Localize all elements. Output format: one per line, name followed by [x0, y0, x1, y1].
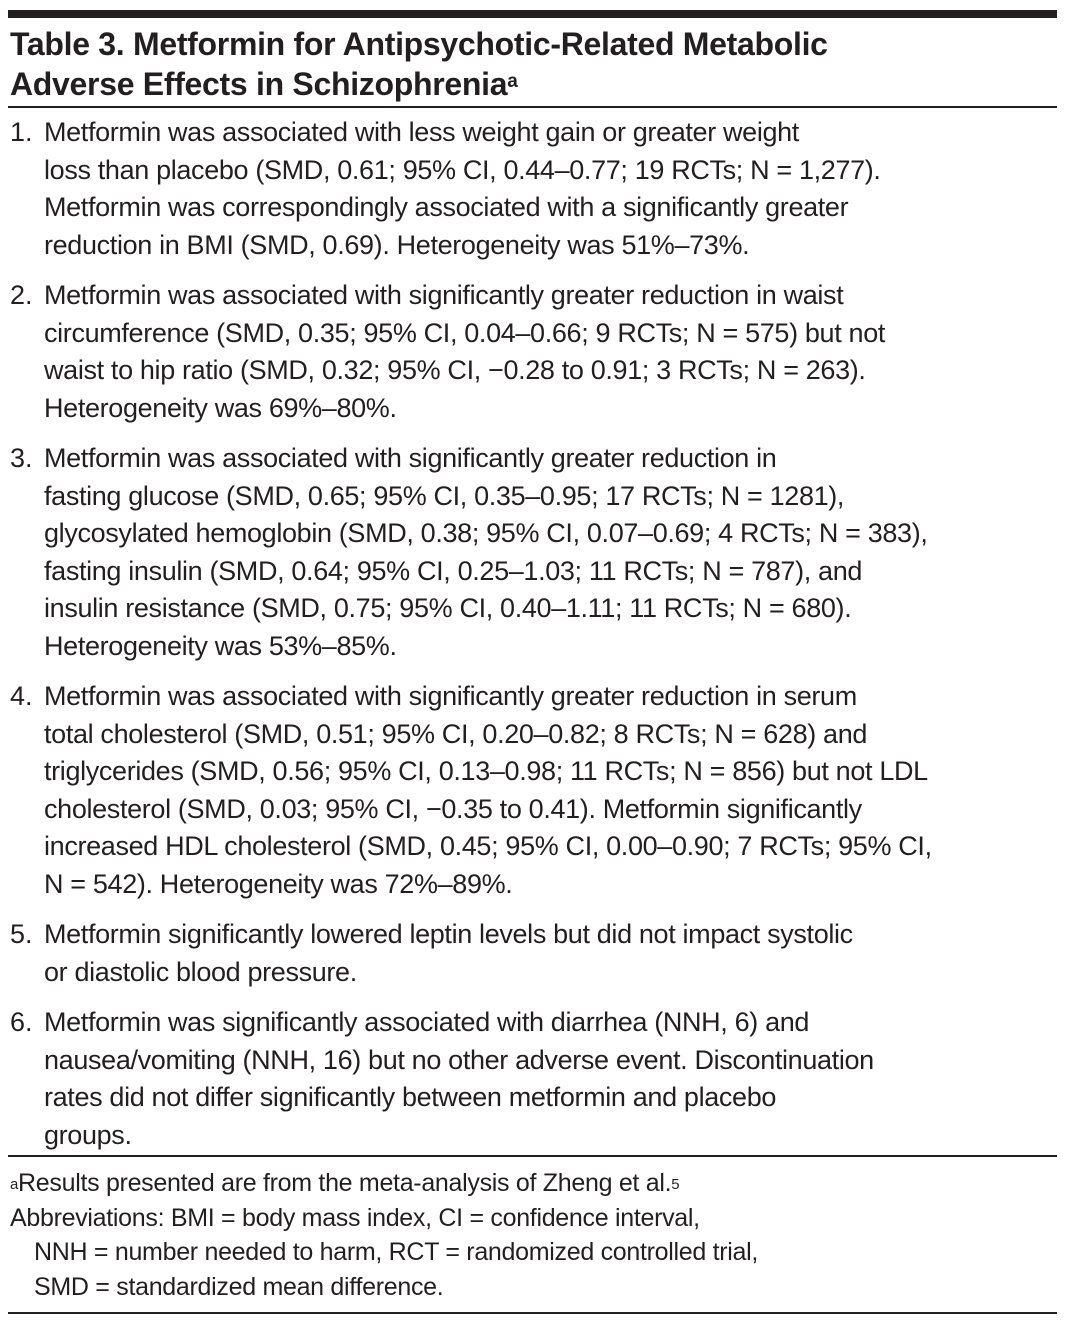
title-line-2: [10, 64, 828, 104]
item-text-line: waist to hip ratio (SMD, 0.32; 95% CI, −0.28 to 0.91; 3 RCTs; N = 263).: [44, 355, 866, 385]
item-text-line: Heterogeneity was 69%–80%.: [44, 392, 397, 423]
table-title: [10, 24, 828, 104]
footnote-reference: 5: [671, 1176, 680, 1193]
list-item: [10, 440, 1060, 665]
list-item: [10, 916, 1060, 991]
item-number: 4.: [10, 681, 33, 711]
item-text-line: Heterogeneity was 53%–85%.: [44, 630, 397, 661]
item-text-line: glycosylated hemoglobin (SMD, 0.38; 95% CI, 0.07–0.69; 4 RCTs; N = 383),: [44, 518, 928, 548]
title-line-2-text: Adverse Effects in Schizophrenia: [10, 66, 508, 102]
footnotes: [10, 1166, 758, 1304]
item-number: 1.: [10, 117, 33, 147]
list-item: [10, 1004, 1060, 1154]
bottom-rule: [8, 1312, 1057, 1314]
title-footnote-marker: a: [507, 71, 518, 92]
item-text-line: Metformin was correspondingly associated with a significantly greater: [44, 192, 849, 222]
findings-list: [10, 114, 1060, 1167]
list-item: [10, 114, 1060, 264]
footnote-rule: [8, 1155, 1057, 1157]
item-text-line: Metformin significantly lowered leptin levels but did not impact systolic: [44, 919, 853, 949]
item-text-line: reduction in BMI (SMD, 0.69). Heterogeneity was 51%–73%.: [44, 229, 750, 260]
item-text-line: nausea/vomiting (NNH, 16) but no other adverse event. Discontinuation: [44, 1044, 874, 1075]
footnote-a: [10, 1166, 758, 1201]
item-text-line: Metformin was associated with significantly greater reduction in: [44, 443, 777, 473]
footnote-a-text: Results presented are from the meta-analysis of Zheng et al.: [18, 1169, 672, 1197]
abbreviations-line-3: SMD = standardized mean difference.: [34, 1272, 444, 1301]
item-text-line: or diastolic blood pressure.: [44, 956, 357, 987]
item-text-line: increased HDL cholesterol (SMD, 0.45; 95% CI, 0.00–0.90; 7 RCTs; 95% CI,: [44, 831, 932, 861]
item-text-line: Metformin was associated with significantly greater reduction in serum: [44, 681, 857, 711]
item-text-line: triglycerides (SMD, 0.56; 95% CI, 0.13–0.98; 11 RCTs; N = 856) but not LDL: [44, 756, 928, 786]
item-number: 2.: [10, 280, 33, 310]
list-item: [10, 277, 1060, 427]
item-text-line: cholesterol (SMD, 0.03; 95% CI, −0.35 to 0.41). Metformin significantly: [44, 793, 862, 824]
item-text-line: Metformin was associated with significantly greater reduction in waist: [44, 280, 844, 310]
item-text-line: loss than placebo (SMD, 0.61; 95% CI, 0.44–0.77; 19 RCTs; N = 1,277).: [44, 154, 881, 185]
item-text-line: fasting insulin (SMD, 0.64; 95% CI, 0.25–1.03; 11 RCTs; N = 787), and: [44, 555, 863, 586]
item-number: 3.: [10, 443, 33, 473]
abbreviations-line-1: Abbreviations: BMI = body mass index, CI = confidence interval,: [10, 1203, 700, 1232]
item-text-line: insulin resistance (SMD, 0.75; 95% CI, 0.40–1.11; 11 RCTs; N = 680).: [44, 593, 852, 623]
item-text-line: total cholesterol (SMD, 0.51; 95% CI, 0.20–0.82; 8 RCTs; N = 628) and: [44, 718, 868, 749]
top-thick-rule: [8, 10, 1057, 18]
item-text-line: Metformin was associated with less weight gain or greater weight: [44, 117, 799, 147]
title-rule: [8, 106, 1057, 108]
item-text-line: rates did not differ significantly between metformin and placebo: [44, 1082, 777, 1112]
abbreviations-line-2: NNH = number needed to harm, RCT = randomized controlled trial,: [34, 1238, 759, 1266]
item-text-line: fasting glucose (SMD, 0.65; 95% CI, 0.35–0.95; 17 RCTs; N = 1281),: [44, 480, 845, 511]
item-number: 6.: [10, 1007, 33, 1037]
item-text-line: Metformin was significantly associated with diarrhea (NNH, 6) and: [44, 1007, 810, 1037]
title-line-1: Table 3. Metformin for Antipsychotic-Related Metabolic: [10, 26, 828, 62]
footnote-a-marker: a: [10, 1176, 19, 1193]
item-text-line: groups.: [44, 1119, 132, 1150]
item-number: 5.: [10, 919, 33, 949]
list-item: [10, 678, 1060, 903]
item-text-line: circumference (SMD, 0.35; 95% CI, 0.04–0.66; 9 RCTs; N = 575) but not: [44, 317, 886, 348]
item-text-line: N = 542). Heterogeneity was 72%–89%.: [44, 868, 513, 899]
